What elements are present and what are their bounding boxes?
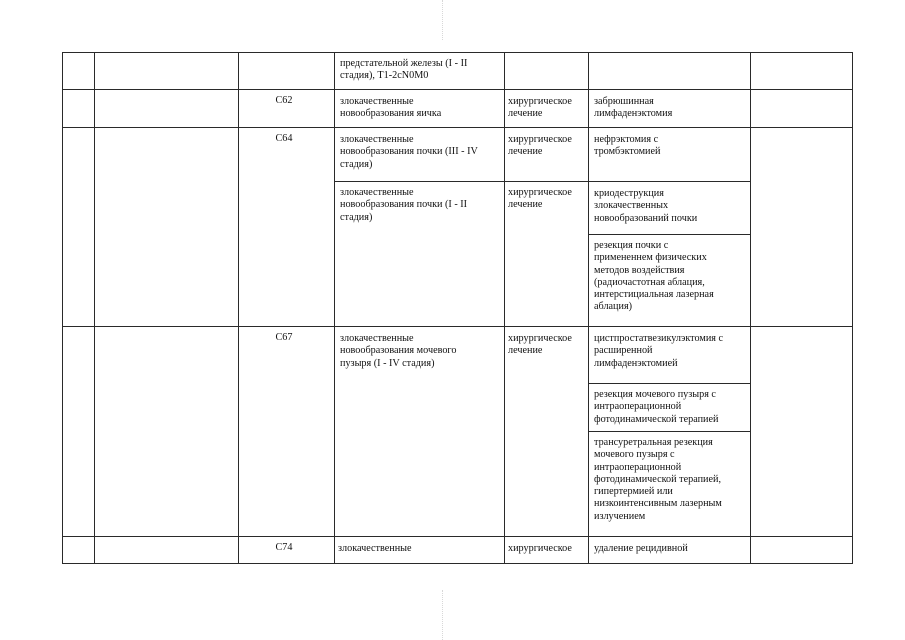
col-border <box>852 52 853 564</box>
col-border <box>94 52 95 564</box>
row-border <box>62 52 853 53</box>
diagnosis-cell: злокачественные <box>338 543 412 554</box>
method-cell: нефрэктомия с тромбэктомией <box>594 134 661 158</box>
subrow-border <box>334 181 750 182</box>
method-cell: забрюшинная лимфаденэктомия <box>594 96 673 120</box>
col-border <box>238 52 239 564</box>
col-border <box>334 52 335 564</box>
row-border <box>62 89 853 90</box>
method-cell: резекция мочевого пузыря с интраоперационной фотодинамической терапией <box>594 389 719 425</box>
subrow-border <box>588 431 750 432</box>
diagnosis-cell: злокачественные новообразования яичка <box>340 96 442 120</box>
diagnosis-cell: злокачественные новообразования почки (III - IV стадия) <box>340 134 478 170</box>
icd-code: C74 <box>275 542 293 553</box>
treatment-cell: хирургическое <box>508 543 572 554</box>
subrow-border <box>588 234 750 235</box>
diagnosis-cell: предстательной железы (I - II стадия), T1-2cN0M0 <box>340 58 468 82</box>
treatment-cell: хирургическое лечение <box>508 96 572 120</box>
col-border <box>62 52 63 564</box>
diagnosis-cell: злокачественные новообразования мочевого пузыря (I - IV стадия) <box>340 333 457 369</box>
diagnosis-cell: злокачественные новообразования почки (I - II стадия) <box>340 187 468 223</box>
method-cell: резекция почки с примененнем физических методов воздействия (радиочастотная аблация, интерстициальная лазерная аблация) <box>594 240 714 313</box>
subrow-border <box>588 383 750 384</box>
treatment-cell: хирургическое лечение <box>508 187 572 211</box>
icd-code: C67 <box>275 332 293 343</box>
col-border <box>588 52 589 564</box>
icd-code: C64 <box>275 133 293 144</box>
row-border <box>62 127 853 128</box>
row-border <box>62 326 853 327</box>
icd-code: C62 <box>275 95 293 106</box>
scan-fold-mark <box>442 0 443 40</box>
treatment-cell: хирургическое лечение <box>508 134 572 158</box>
method-cell: удаление рецидивной <box>594 543 688 554</box>
method-cell: цистпростатвезикулэктомия с расширенной лимфаденэктомией <box>594 333 724 369</box>
method-cell: трансуретральная резекция мочевого пузыря с интраоперационной фотодинамической терапией, гипертермией или низкоинтенсивным лазерным излучением <box>594 437 722 522</box>
scan-fold-mark <box>442 590 443 640</box>
row-border <box>62 563 853 564</box>
treatment-cell: хирургическое лечение <box>508 333 572 357</box>
method-cell: криодеструкция злокачественных новообразований почки <box>594 188 698 224</box>
col-border <box>750 52 751 564</box>
row-border <box>62 536 853 537</box>
col-border <box>504 52 505 564</box>
